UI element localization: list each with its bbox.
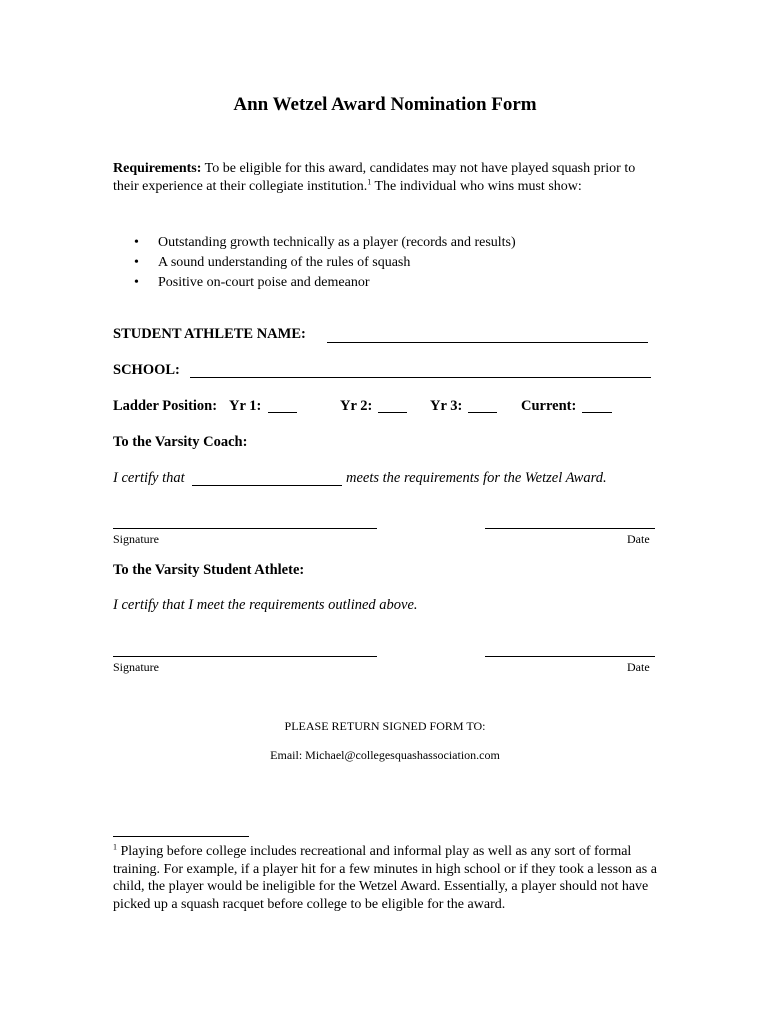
- coach-date-field[interactable]: [485, 528, 655, 529]
- requirements-text-1: To be eligible for this award, candidates may not have played squash prior to their experience at their collegiate institution.: [113, 161, 636, 194]
- coach-certify-text-end: meets the requirements for the Wetzel Award.: [346, 470, 607, 486]
- yr2-field[interactable]: [378, 412, 407, 413]
- current-label: Current:: [521, 398, 577, 414]
- athlete-certify-text: I certify that I meet the requirements outlined above.: [113, 597, 418, 613]
- bullet-icon: •: [134, 275, 139, 290]
- footnote-ref[interactable]: 1: [367, 176, 372, 186]
- coach-heading: To the Varsity Coach:: [113, 434, 248, 450]
- requirements-paragraph: [113, 160, 643, 195]
- athlete-signature-label: Signature: [113, 660, 159, 674]
- list-item: • A sound understanding of the rules of squash: [113, 253, 516, 273]
- athlete-name-blank[interactable]: [192, 485, 342, 486]
- student-name-label: STUDENT ATHLETE NAME:: [113, 326, 306, 342]
- ladder-position-row: [113, 398, 217, 415]
- footnote-text: Playing before college includes recreational and informal play as well as any sort of formal training. For example, if a player hit for a few minutes in high school or if they took a lesson as a child, the player would be ineligible for the Wetzel Award. Essentially, a player should not have picked up a squash racquet before college to be eligible for the award.: [113, 844, 657, 912]
- requirements-list: [113, 233, 516, 293]
- coach-date-label: Date: [627, 532, 650, 546]
- coach-signature-label: Signature: [113, 532, 159, 546]
- yr2-label: Yr 2:: [340, 398, 373, 414]
- footnote: [113, 843, 658, 913]
- footnote-marker: 1: [113, 842, 117, 852]
- yr3-field[interactable]: [468, 412, 497, 413]
- requirements-label: Requirements:: [113, 161, 202, 176]
- athlete-date-label: Date: [627, 660, 650, 674]
- bullet-icon: •: [134, 235, 139, 250]
- yr1-field[interactable]: [268, 412, 297, 413]
- yr1-label: Yr 1:: [229, 398, 262, 414]
- form-title: Ann Wetzel Award Nomination Form: [233, 94, 537, 115]
- yr3-label: Yr 3:: [430, 398, 463, 414]
- student-name-field[interactable]: [327, 342, 648, 343]
- list-item: • Positive on-court poise and demeanor: [113, 273, 516, 293]
- footnote-divider: [113, 836, 249, 837]
- return-heading: PLEASE RETURN SIGNED FORM TO:: [284, 719, 486, 733]
- school-field[interactable]: [190, 377, 651, 378]
- athlete-heading: To the Varsity Student Athlete:: [113, 562, 305, 578]
- bullet-icon: •: [134, 255, 139, 270]
- coach-certify-text: I certify that: [113, 470, 185, 486]
- return-email[interactable]: Email: Michael@collegesquashassociation.com: [270, 748, 500, 762]
- athlete-signature-field[interactable]: [113, 656, 377, 657]
- athlete-date-field[interactable]: [485, 656, 655, 657]
- school-row: [113, 362, 180, 379]
- student-name-row: [113, 326, 306, 343]
- requirements-text-2: The individual who wins must show:: [371, 178, 582, 194]
- school-label: SCHOOL:: [113, 362, 180, 378]
- current-field[interactable]: [582, 412, 612, 413]
- coach-signature-field[interactable]: [113, 528, 377, 529]
- ladder-position-label: Ladder Position:: [113, 398, 218, 414]
- list-item: • Outstanding growth technically as a player (records and results): [113, 233, 516, 253]
